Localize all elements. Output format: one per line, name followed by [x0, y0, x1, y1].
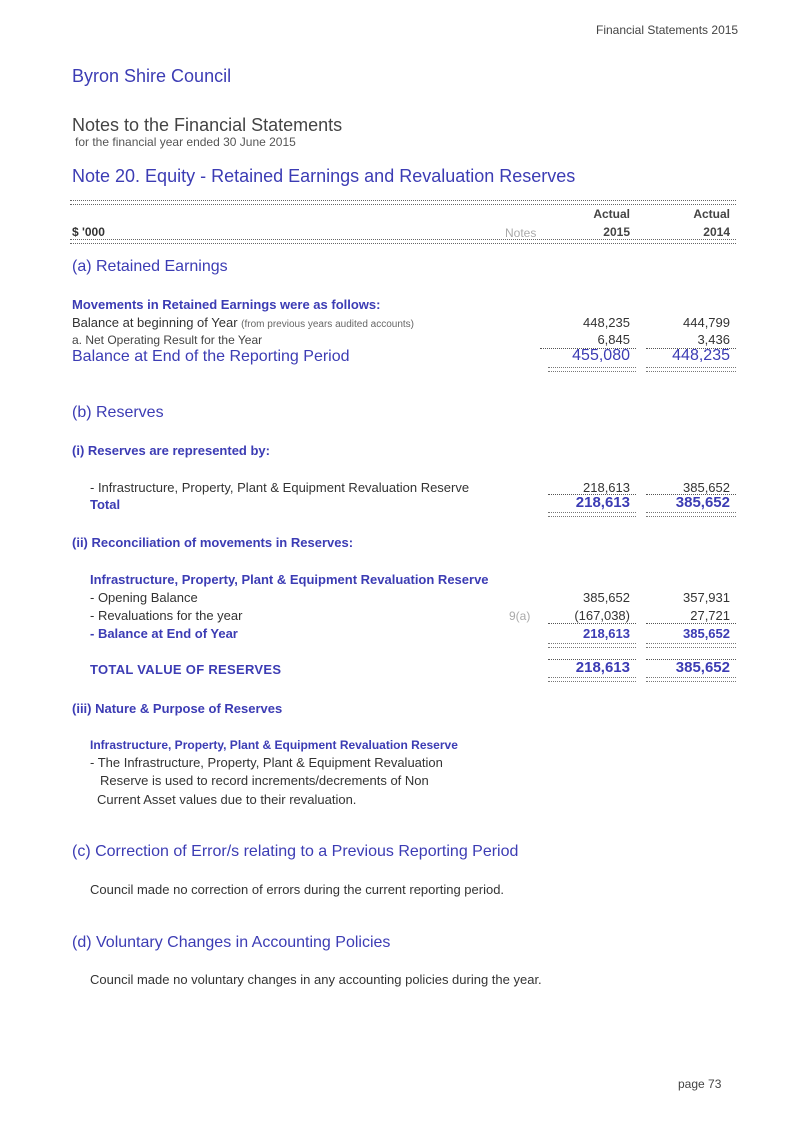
reserves-total-double-rule-2014	[646, 512, 736, 517]
nature-subheading: Infrastructure, Property, Plant & Equipment Revaluation Reserve	[90, 738, 458, 752]
notes-col-label: Notes	[505, 226, 537, 240]
recon-subheading: Infrastructure, Property, Plant & Equipment Revaluation Reserve	[90, 572, 489, 587]
opening-balance-label: - Opening Balance	[90, 590, 198, 605]
revaluations-2014: 27,721	[690, 608, 730, 623]
balance-begin-note: (from previous years audited accounts)	[241, 319, 415, 330]
nature-line-2: Reserve is used to record increments/decrements of Non	[100, 773, 429, 788]
reserves-represented-heading: (i) Reserves are represented by:	[72, 443, 270, 458]
recon-balance-double-rule-2014	[646, 643, 736, 648]
net-op-2014: 3,436	[697, 332, 730, 347]
page-number: page 73	[678, 1077, 722, 1091]
total-value-label: TOTAL VALUE OF RESERVES	[90, 662, 282, 677]
recon-balance-end-2015: 218,613	[583, 626, 630, 641]
section-a-title: (a) Retained Earnings	[72, 258, 228, 275]
running-header: Financial Statements 2015	[596, 23, 739, 37]
col1-year: 2015	[603, 225, 630, 239]
ippe-reserve-label: - Infrastructure, Property, Plant & Equipment Revaluation Reserve	[90, 480, 470, 495]
balance-begin-2014: 444,799	[683, 315, 730, 330]
recon-subtotal-rule-2014	[646, 623, 736, 624]
net-op-2015: 6,845	[597, 332, 630, 347]
section-d-title: (d) Voluntary Changes in Accounting Policies	[72, 934, 391, 951]
recon-balance-end-2014: 385,652	[683, 626, 730, 641]
col2-year: 2014	[703, 225, 730, 239]
col2-actual: Actual	[693, 207, 730, 221]
balance-end-label: Balance at End of the Reporting Period	[72, 348, 350, 365]
net-op-label: a. Net Operating Result for the Year	[72, 333, 263, 347]
header-bottom-rule	[70, 239, 736, 244]
reconciliation-heading: (ii) Reconciliation of movements in Reserves:	[72, 535, 354, 550]
nature-line-3: Current Asset values due to their revaluation.	[97, 792, 357, 807]
total-double-rule-2015	[548, 367, 636, 372]
council-name: Byron Shire Council	[72, 66, 232, 86]
balance-begin-label: Balance at beginning of Year	[72, 315, 238, 330]
balance-begin-2015: 448,235	[583, 315, 630, 330]
revaluations-label: - Revaluations for the year	[90, 608, 243, 623]
total-value-2014: 385,652	[675, 659, 730, 676]
revaluations-note-ref: 9(a)	[509, 609, 531, 623]
recon-subtotal-rule-2015	[548, 623, 636, 624]
recon-balance-double-rule-2015	[548, 643, 636, 648]
balance-end-2014: 448,235	[672, 347, 730, 364]
col1-actual: Actual	[593, 207, 630, 221]
total-value-double-rule-2014	[646, 677, 736, 682]
total-double-rule-2014	[646, 367, 736, 372]
header-top-rule	[70, 200, 736, 205]
revaluations-2015: (167,038)	[574, 608, 630, 623]
balance-begin-row	[72, 315, 414, 330]
reserves-total-2015: 218,613	[575, 494, 630, 511]
section-c-body: Council made no correction of errors during the current reporting period.	[90, 882, 505, 897]
ippe-reserve-2015: 218,613	[583, 480, 630, 495]
recon-balance-end-label: - Balance at End of Year	[90, 626, 238, 641]
unit-label: $ '000	[72, 225, 105, 239]
reserves-total-double-rule-2015	[548, 512, 636, 517]
total-value-double-rule-2015	[548, 677, 636, 682]
ippe-reserve-2014: 385,652	[683, 480, 730, 495]
balance-end-2015: 455,080	[572, 347, 630, 364]
note-heading: Note 20. Equity - Retained Earnings and Revaluation Reserves	[72, 166, 576, 186]
notes-title: Notes to the Financial Statements	[72, 115, 343, 135]
nature-line-1: - The Infrastructure, Property, Plant & Equipment Revaluation	[90, 755, 443, 770]
total-value-2015: 218,613	[575, 659, 630, 676]
opening-balance-2015: 385,652	[583, 590, 630, 605]
reserves-total-label: Total	[90, 497, 121, 512]
nature-heading: (iii) Nature & Purpose of Reserves	[72, 701, 283, 716]
section-c-title: (c) Correction of Error/s relating to a Previous Reporting Period	[72, 843, 519, 860]
section-d-body: Council made no voluntary changes in any accounting policies during the year.	[90, 972, 542, 987]
movements-heading: Movements in Retained Earnings were as follows:	[72, 297, 381, 312]
section-b-title: (b) Reserves	[72, 404, 164, 421]
opening-balance-2014: 357,931	[683, 590, 730, 605]
notes-subtitle: for the financial year ended 30 June 2015	[75, 135, 296, 149]
reserves-total-2014: 385,652	[675, 494, 730, 511]
